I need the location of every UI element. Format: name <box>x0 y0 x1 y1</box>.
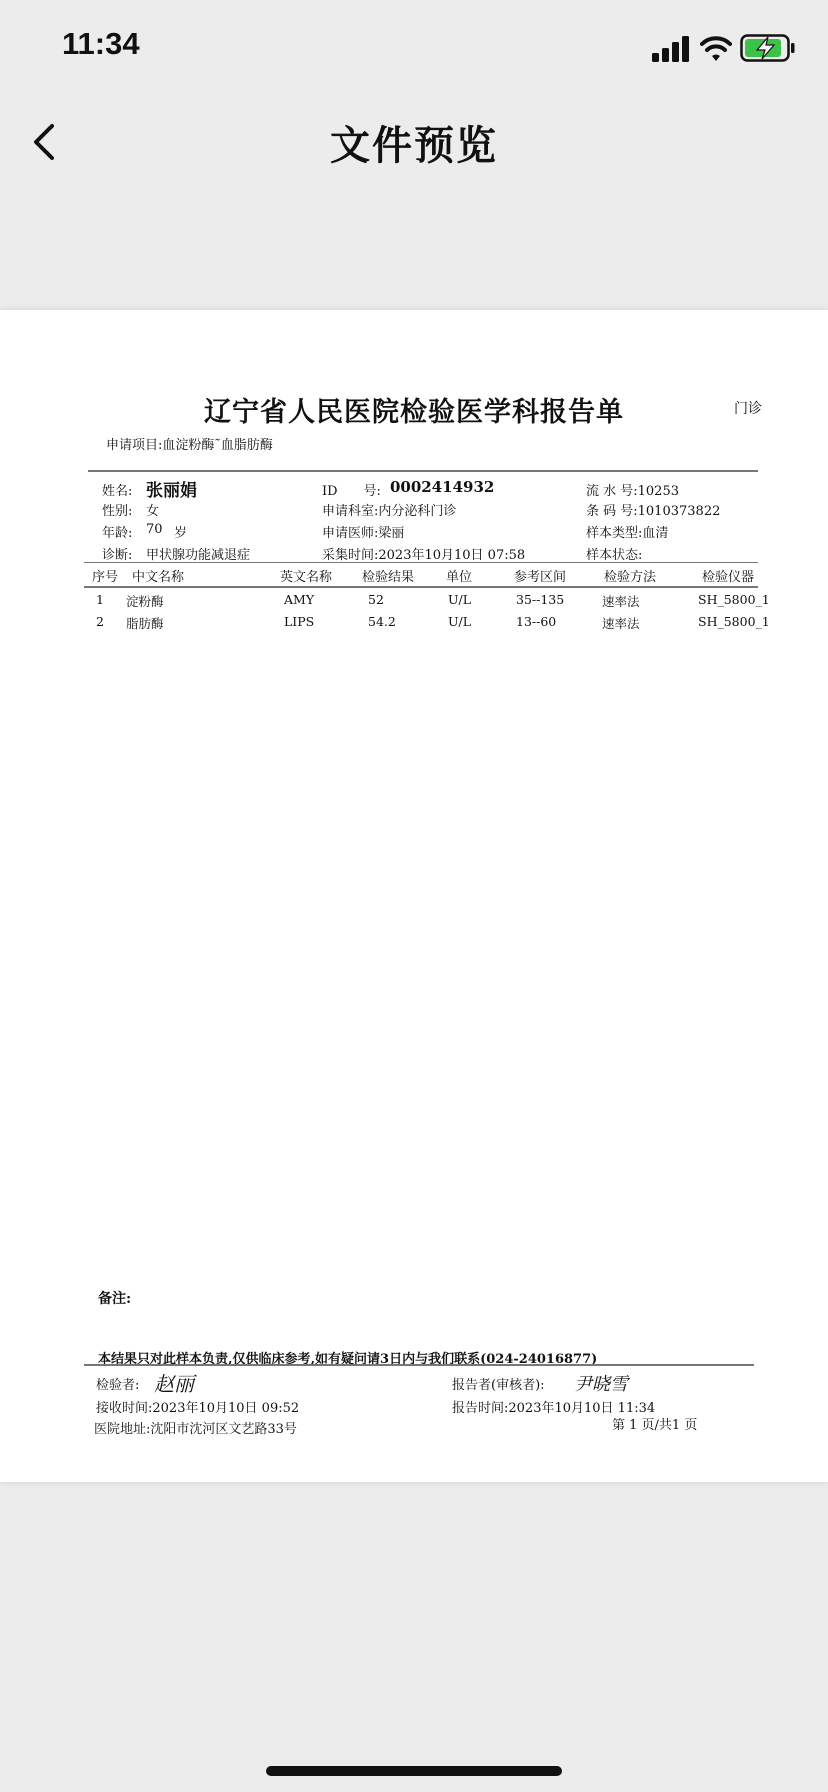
divider-footer <box>84 1364 754 1366</box>
serial-number: 流 水 号:10253 <box>586 484 679 499</box>
age-label: 年龄: <box>102 526 133 541</box>
barcode-number: 条 码 号:1010373822 <box>586 504 721 519</box>
inspector-signature: 赵丽 <box>154 1372 194 1396</box>
collect-time: 采集时间:2023年10月10日 07:58 <box>322 548 526 563</box>
wifi-icon <box>700 34 732 62</box>
apply-dept: 申请科室:内分泌科门诊 <box>322 504 457 519</box>
inspector-label: 检验者: <box>96 1378 140 1393</box>
patient-age: 70 <box>146 522 163 537</box>
nav-bar <box>0 100 828 182</box>
patient-id: 0002414932 <box>390 478 495 496</box>
report-time: 报告时间:2023年10月10日 11:34 <box>452 1401 656 1416</box>
table-cell-en: LIPS <box>284 614 315 629</box>
apply-doctor: 申请医师:梁丽 <box>322 526 405 541</box>
home-indicator[interactable] <box>266 1766 562 1776</box>
status-time: 11:34 <box>62 26 140 61</box>
name-label: 姓名: <box>102 484 133 499</box>
reporter-signature: 尹晓雪 <box>574 1374 628 1395</box>
disclaimer: 本结果只对此样本负责,仅供临床参考,如有疑问请3日内与我们联系(024-24016877) <box>98 1352 598 1367</box>
table-cell-unit: U/L <box>448 592 472 607</box>
apply-items: 申请项目:血淀粉酶˜血脂肪酶 <box>106 438 273 453</box>
table-cell-no: 2 <box>96 614 104 629</box>
table-cell-range: 35--135 <box>516 592 565 607</box>
col-header-cn: 中文名称 <box>132 570 185 585</box>
col-header-range: 参考区间 <box>514 570 567 585</box>
table-cell-method: 速率法 <box>602 594 640 609</box>
table-cell-en: AMY <box>284 592 315 607</box>
col-header-result: 检验结果 <box>362 570 415 585</box>
col-header-en: 英文名称 <box>280 570 333 585</box>
table-cell-instrument: SH_5800_1 <box>698 614 770 629</box>
cellular-signal-icon <box>652 36 692 62</box>
divider-header-bottom <box>84 586 758 588</box>
reporter-label: 报告者(审核者): <box>452 1378 545 1393</box>
receive-time: 接收时间:2023年10月10日 09:52 <box>96 1401 300 1416</box>
table-cell-cn: 脂肪酶 <box>126 616 164 631</box>
remark-label: 备注: <box>98 1291 132 1307</box>
hospital-address: 医院地址:沈阳市沈河区文艺路33号 <box>94 1422 297 1437</box>
col-header-method: 检验方法 <box>604 570 657 585</box>
id-label: ID 号: <box>322 484 381 499</box>
status-bar <box>0 0 828 100</box>
table-cell-unit: U/L <box>448 614 472 629</box>
divider-header-top <box>84 562 758 563</box>
age-unit: 岁 <box>174 526 188 541</box>
divider-top <box>88 470 758 472</box>
patient-gender: 女 <box>146 504 160 519</box>
table-cell-result: 52 <box>368 592 384 607</box>
col-header-no: 序号 <box>92 570 119 585</box>
table-cell-range: 13--60 <box>516 614 557 629</box>
page-title: 文件预览 <box>330 123 498 169</box>
col-header-instrument: 检验仪器 <box>702 570 755 585</box>
patient-name: 张丽娟 <box>146 481 197 501</box>
report-document <box>0 310 828 1482</box>
diagnosis-label: 诊断: <box>102 548 133 563</box>
page-info: 第 1 页/共1 页 <box>612 1418 698 1433</box>
battery-charging-icon <box>740 34 796 62</box>
visit-type: 门诊 <box>734 401 762 417</box>
table-cell-result: 54.2 <box>368 614 396 629</box>
table-cell-no: 1 <box>96 592 104 607</box>
gender-label: 性别: <box>102 504 133 519</box>
table-cell-method: 速率法 <box>602 616 640 631</box>
table-cell-instrument: SH_5800_1 <box>698 592 770 607</box>
patient-diagnosis: 甲状腺功能减退症 <box>146 548 251 563</box>
table-cell-cn: 淀粉酶 <box>126 594 164 609</box>
sample-type: 样本类型:血清 <box>586 526 669 541</box>
col-header-unit: 单位 <box>446 570 473 585</box>
report-title: 辽宁省人民医院检验医学科报告单 <box>204 397 624 428</box>
sample-status: 样本状态: <box>586 548 643 563</box>
